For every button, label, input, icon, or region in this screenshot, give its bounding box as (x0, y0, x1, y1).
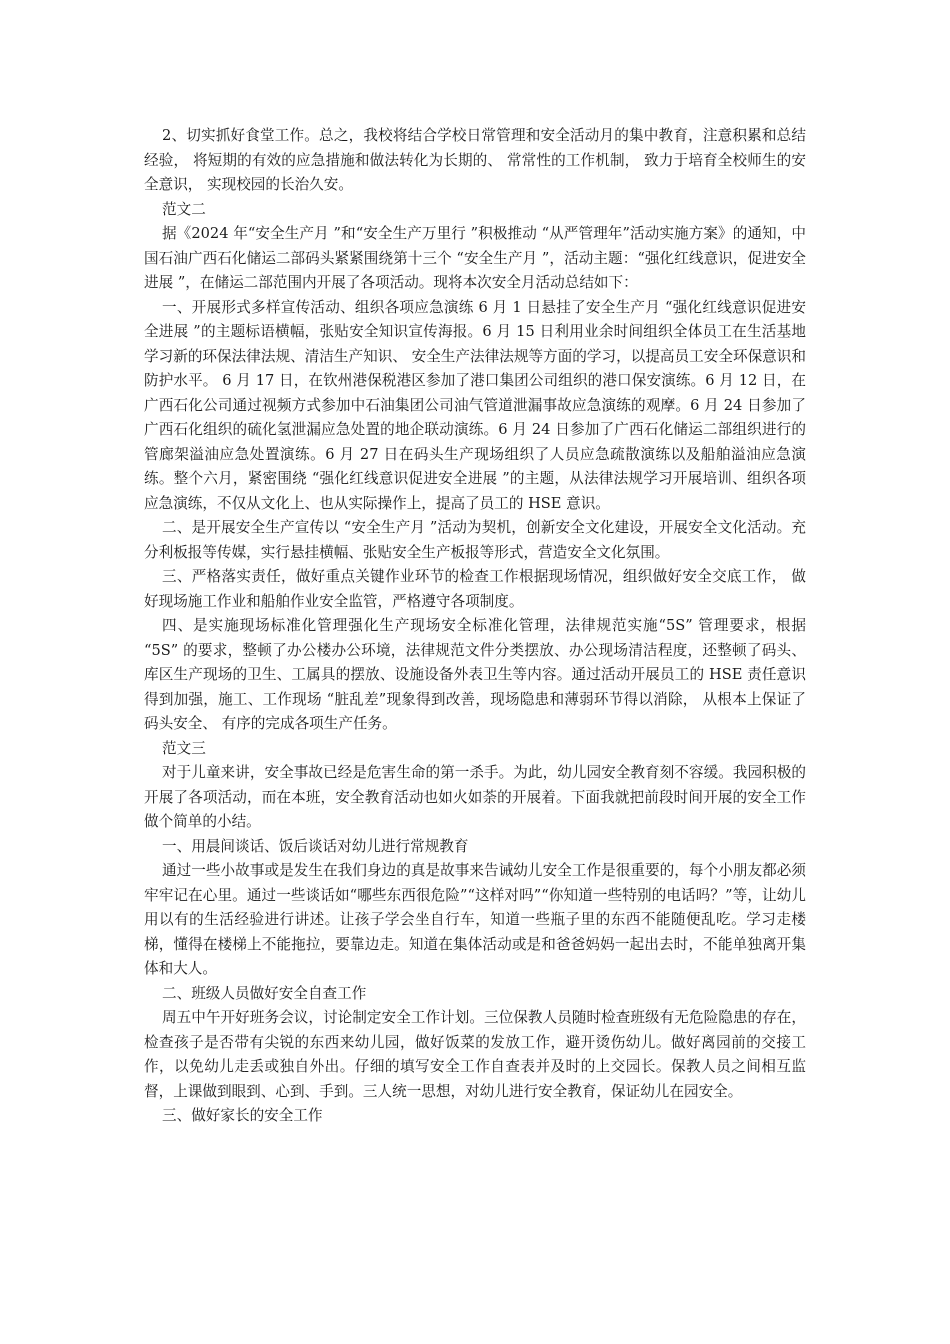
section-title-sample-three: 范文三 (162, 739, 206, 757)
subheading-routine-education: 一、用晨间谈话、饭后谈话对幼儿进行常规教育 (162, 837, 469, 855)
paragraph-stories: 通过一些小故事或是发生在我们身边的真是故事来告诫幼儿安全工作是很重要的，每个小朋友都必须牢牢记在心里。通过一些谈话如“哪些东西很危险”“这样对吗”“你知道一些特别的电话吗？”等，让幼儿用以有的生活经验进行讲述。让孩子学会坐自行车，知道一些瓶子里的东西不能随便乱吃。学习走楼梯，懂得在楼梯上不能拖拉，要靠边走。知道在集体活动或是和爸爸妈妈一起出去时，不能单独离开集体和大人。 (144, 862, 806, 977)
subheading-self-inspection: 二、班级人员做好安全自查工作 (162, 984, 367, 1002)
paragraph-responsibility: 三、严格落实责任，做好重点关键作业环节的检查工作根据现场情况，组织做好安全交底工作， 做好现场施工作业和船舶作业安全监管，严格遵守各项制度。 (144, 568, 806, 610)
paragraph-publicity: 二、是开展安全生产宣传以 “安全生产月 ”活动为契机，创新安全文化建设，开展安全文化活动。充分利板报等传媒，实行悬挂横幅、张贴安全生产板报等形式，营造安全文化氛围。 (144, 519, 806, 561)
paragraph-canteen-summary: 2、切实抓好食堂工作。总之，我校将结合学校日常管理和安全活动月的集中教育，注意积累和总结经验， 将短期的有效的应急措施和做法转化为长期的、 常常性的工作机制， 致力于培育全校师生的安全意识， 实现校园的长治久安。 (144, 127, 806, 193)
subheading-parents-safety: 三、做好家长的安全工作 (162, 1107, 323, 1124)
paragraph-drills: 一、开展形式多样宣传活动、组织各项应急演练 6 月 1 日悬挂了安全生产月 “强化红线意识促进安全进展 ”的主题标语横幅，张贴安全知识宣传海报。6 月 15 日利用业余时间组织全体员工在生活基地学习新的环保法律法规、清洁生产知识、 安全生产法律法规等方面的学习，以提高员工安全环保意识和防护水平。 6 月 17 日，在钦州港保税港区参加了港口集团公司组织的港口保安演练。6 月 12 日，在广西石化公司通过视频方式参加中石油集团公司油气管道泄漏事故应急演练的观摩。6 月 24 日参加了广西石化组织的硫化氢泄漏应急处置的地企联动演练。6 月 24 日参加了广西石化储运二部组织进行的管廊架溢油应急处置演练。6 月 27 日在码头生产现场组织了人员应急疏散演练以及船舶溢油应急演练。整个六月，紧密围绕 “强化红线意识促进安全进展 ”的主题，从法律法规学习开展培训、组织各项应急演练，不仅从文化上、也从实际操作上，提高了员工的 HSE 意识。 (144, 298, 806, 512)
document-page (144, 124, 806, 1129)
section-title-sample-two: 范文二 (162, 200, 206, 218)
paragraph-class-meeting: 周五中午开好班务会议，讨论制定安全工作计划。三位保教人员随时检查班级有无危险隐患的存在，检查孩子是否带有尖锐的东西来幼儿园，做好饭菜的发放工作，避开烫伤幼儿。做好离园前的交接工作，以免幼儿走丢或独自外出。仔细的填写安全工作自查表并及时的上交园长。保教人员之间相互监督，上课做到眼到、心到、手到。三人统一思想，对幼儿进行安全教育，保证幼儿在园安全。 (144, 1009, 806, 1100)
paragraph-kindergarten-intro: 对于儿童来讲，安全事故已经是危害生命的第一杀手。为此，幼儿园安全教育刻不容缓。我园积极的开展了各项活动，而在本班，安全教育活动也如火如荼的开展着。下面我就把前段时间开展的安全工作做个简单的小结。 (144, 764, 806, 830)
paragraph-5s-management: 四、是实施现场标准化管理强化生产现场安全标准化管理，法律规范实施“5S” 管理要求，根据 “5S” 的要求，整顿了办公楼办公环境，法律规范文件分类摆放、办公现场清洁程度，还整顿了码头、库区生产现场的卫生、工属具的摆放、设施设备外表卫生等内容。通过活动开展员工的 HSE 责任意识得到加强，施工、工作现场 “脏乱差”现象得到改善，现场隐患和薄弱环节得以消除， 从根本上保证了码头安全、 有序的完成各项生产任务。 (144, 617, 806, 732)
paragraph-safety-month-intro: 据《2024 年“安全生产月 ”和“安全生产万里行 ”积极推动 “从严管理年”活动实施方案》的通知，中国石油广西石化储运二部码头紧紧围绕第十三个 “安全生产月 ”，活动主题：“强化红线意识，促进安全进展 ”，在储运二部范围内开展了各项活动。现将本次安全月活动总结如下： (144, 225, 806, 291)
